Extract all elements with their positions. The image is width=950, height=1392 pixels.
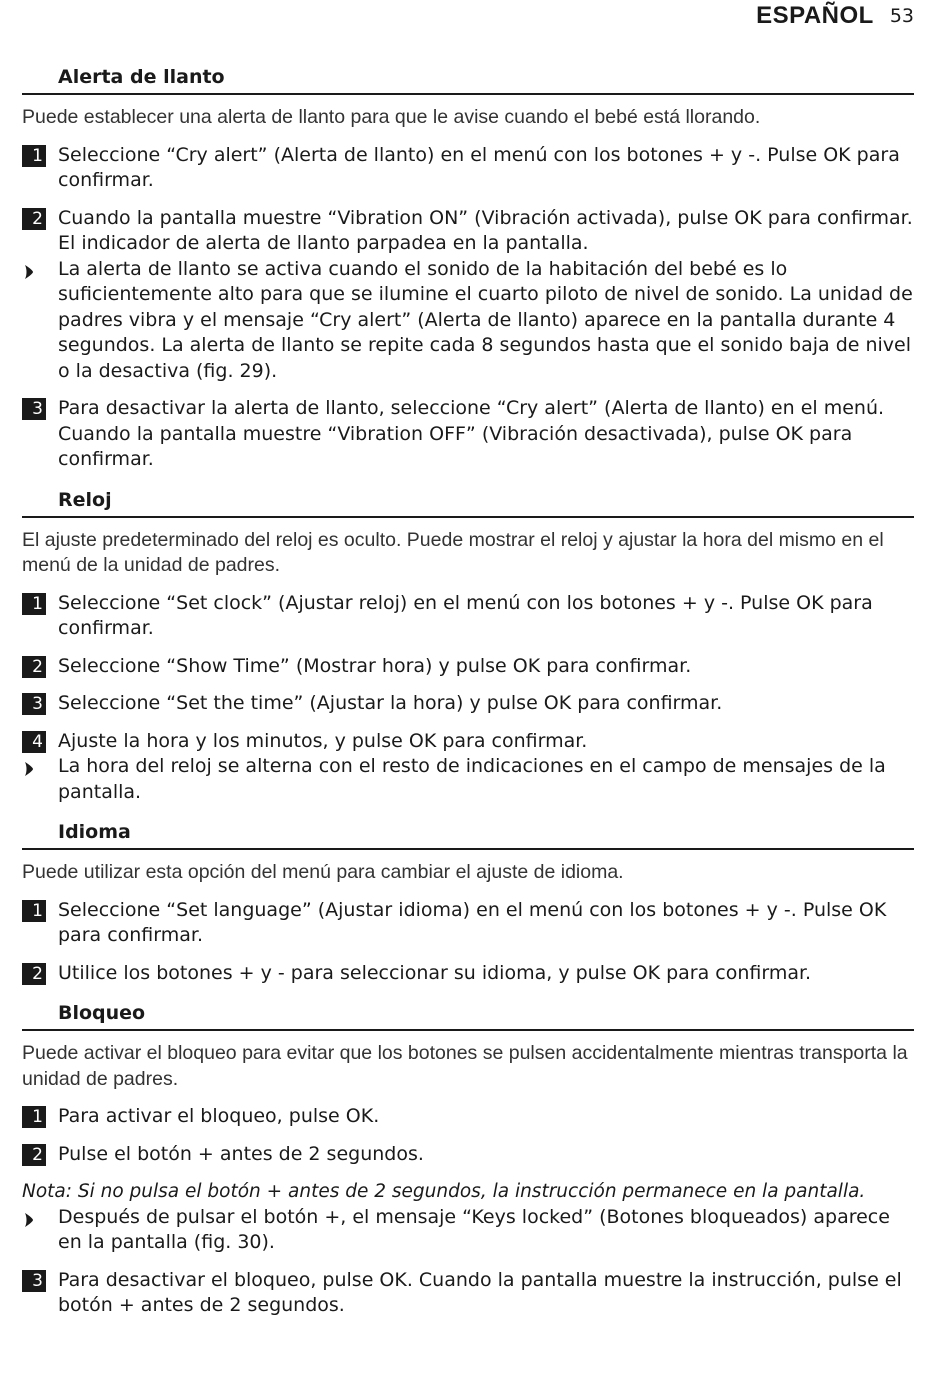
step-4 <box>22 729 914 755</box>
step-text: Seleccione “Set clock” (Ajustar reloj) en el menú con los botones + y -. Pulse OK para confirmar. <box>58 591 873 639</box>
step-2 <box>22 206 914 257</box>
step-text: Pulse el botón + antes de 2 segundos. <box>58 1142 424 1165</box>
section-intro: El ajuste predeterminado del reloj es oculto. Puede mostrar el reloj y ajustar la hora del mismo en el menú de la unidad de padres. <box>22 528 884 576</box>
step-text: Seleccione “Show Time” (Mostrar hora) y pulse OK para confirmar. <box>58 654 692 677</box>
section-intro: Puede establecer una alerta de llanto para que le avise cuando el bebé está llorando. <box>22 106 761 128</box>
result-bullet <box>22 1205 914 1256</box>
section-title-language: Idioma <box>22 817 914 850</box>
language-label: ESPAÑOL <box>756 2 874 29</box>
step-1 <box>22 591 914 642</box>
step-number: 1 <box>22 593 46 615</box>
step-number: 2 <box>22 963 46 985</box>
step-text: Utilice los botones + y - para seleccionar su idioma, y pulse OK para confirmar. <box>58 961 812 984</box>
step-text: Seleccione “Set the time” (Ajustar la hora) y pulse OK para confirmar. <box>58 692 723 714</box>
bullet-text: Después de pulsar el botón +, el mensaje “Keys locked” (Botones bloqueados) aparece en la pantalla (fig. 30). <box>58 1205 890 1253</box>
page-header <box>756 0 914 32</box>
bullet-text: La hora del reloj se alterna con el resto de indicaciones en el campo de mensajes de la pantalla. <box>58 755 886 803</box>
step-number: 1 <box>22 1106 46 1128</box>
section-intro: Puede activar el bloqueo para evitar que los botones se pulsen accidentalmente mientras transporta la unidad de padres. <box>22 1042 908 1090</box>
step-text: Para desactivar la alerta de llanto, seleccione “Cry alert” (Alerta de llanto) en el menú. Cuando la pantalla muestre “Vibration OFF” (Vibración desactivada), pulse OK para confirmar. <box>58 397 885 470</box>
step-number: 1 <box>22 900 46 922</box>
step-2 <box>22 654 914 680</box>
step-1 <box>22 1104 914 1130</box>
step-number: 1 <box>22 145 46 167</box>
page-number: 53 <box>889 5 914 27</box>
section-title-cry-alert: Alerta de llanto <box>22 62 914 95</box>
step-number: 2 <box>22 208 46 230</box>
section-intro: Puede utilizar esta opción del menú para cambiar el ajuste de idioma. <box>22 861 624 883</box>
step-number: 2 <box>22 1144 46 1166</box>
step-3 <box>22 691 914 717</box>
result-arrow-icon <box>24 762 34 776</box>
section-title-lock: Bloqueo <box>22 998 914 1031</box>
result-bullet <box>22 257 914 385</box>
step-text: Seleccione “Set language” (Ajustar idioma) en el menú con los botones + y -. Pulse OK para confirmar. <box>58 898 887 946</box>
step-text: Ajuste la hora y los minutos, y pulse OK para confirmar. <box>58 729 588 752</box>
step-number: 4 <box>22 731 46 753</box>
result-arrow-icon <box>24 1213 34 1227</box>
result-bullet <box>22 754 914 805</box>
step-text: Para activar el bloqueo, pulse OK. <box>58 1105 380 1127</box>
step-2 <box>22 1142 914 1168</box>
step-2 <box>22 961 914 987</box>
step-3 <box>22 396 914 473</box>
result-arrow-icon <box>24 265 34 279</box>
step-text: Cuando la pantalla muestre “Vibration ON” (Vibración activada), pulse OK para confirmar. El indicador de alerta de llanto parpadea en la pantalla. <box>58 206 913 254</box>
step-text: Seleccione “Cry alert” (Alerta de llanto) en el menú con los botones + y -. Pulse OK para confirmar. <box>58 143 900 191</box>
step-number: 2 <box>22 656 46 678</box>
step-text: Para desactivar el bloqueo, pulse OK. Cuando la pantalla muestre la instrucción, pulse el botón + antes de 2 segundos. <box>58 1268 902 1316</box>
step-1 <box>22 143 914 194</box>
page-content <box>22 62 914 1331</box>
bullet-text: La alerta de llanto se activa cuando el sonido de la habitación del bebé es lo suficientemente alto para que se ilumine el cuarto piloto de nivel de sonido. La unidad de padres vibra y el mensaje “Cry alert” (Alerta de llanto) aparece en la pantalla durante 4 segundos. La alerta de llanto se repite cada 8 segundos hasta que el sonido baja de nivel o la desactiva (fig. 29). <box>58 257 913 382</box>
note-text: Nota: Si no pulsa el botón + antes de 2 segundos, la instrucción permanece en la pantalla. <box>22 1181 866 1202</box>
step-number: 3 <box>22 398 46 420</box>
section-title-clock: Reloj <box>22 485 914 518</box>
step-number: 3 <box>22 1270 46 1292</box>
step-3 <box>22 1268 914 1319</box>
step-1 <box>22 898 914 949</box>
step-number: 3 <box>22 693 46 715</box>
